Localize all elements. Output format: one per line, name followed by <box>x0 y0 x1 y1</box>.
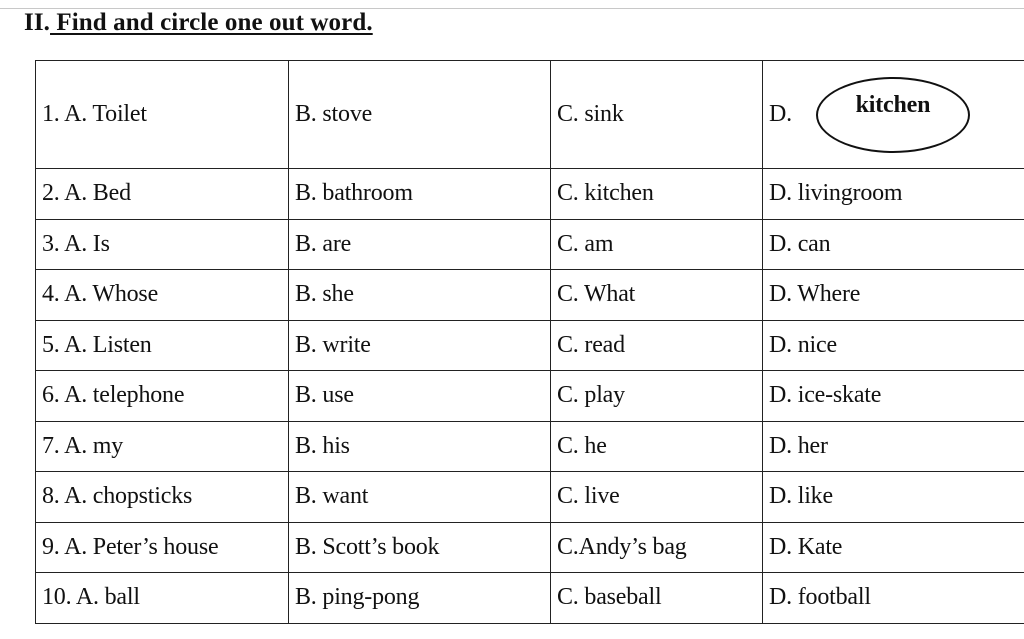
option-d-cell: D. football <box>763 573 1024 624</box>
option-b-cell: B. his <box>289 421 551 472</box>
table-row <box>36 169 1024 220</box>
circled-answer: kitchen <box>816 77 970 153</box>
table-row <box>36 522 1024 573</box>
table-row <box>36 421 1024 472</box>
option-c-cell: C. live <box>551 472 763 523</box>
heading-number: II. <box>24 9 51 36</box>
answer-table <box>35 60 1024 624</box>
option-a-cell: 7. A. my <box>36 421 289 472</box>
option-b-cell: B. write <box>289 320 551 371</box>
table-row <box>36 270 1024 321</box>
option-c-cell: C. read <box>551 320 763 371</box>
option-b-cell: B. Scott’s book <box>289 522 551 573</box>
exercise-heading <box>24 9 373 37</box>
option-c-cell: C. he <box>551 421 763 472</box>
option-c-cell: C.Andy’s bag <box>551 522 763 573</box>
option-d-cell: D. nice <box>763 320 1024 371</box>
table-row <box>36 371 1024 422</box>
table-row <box>36 472 1024 523</box>
option-d-cell: D. Kate <box>763 522 1024 573</box>
option-a-cell: 3. A. Is <box>36 219 289 270</box>
option-d-cell: D. livingroom <box>763 169 1024 220</box>
option-a-cell: 9. A. Peter’s house <box>36 522 289 573</box>
option-c-cell: C. play <box>551 371 763 422</box>
heading-text: Find and circle one out word. <box>50 9 373 36</box>
table-row <box>36 219 1024 270</box>
option-c-cell: C. baseball <box>551 573 763 624</box>
option-d-cell: D. Where <box>763 270 1024 321</box>
option-d-cell: D. like <box>763 472 1024 523</box>
option-a-cell: 5. A. Listen <box>36 320 289 371</box>
option-c-cell: C. am <box>551 219 763 270</box>
option-b-cell: B. she <box>289 270 551 321</box>
option-a-cell: 8. A. chopsticks <box>36 472 289 523</box>
option-c-cell: C. kitchen <box>551 169 763 220</box>
option-c-cell: C. What <box>551 270 763 321</box>
option-d-cell <box>763 61 1024 169</box>
option-a-cell: 10. A. ball <box>36 573 289 624</box>
table-row <box>36 320 1024 371</box>
option-b-cell: B. stove <box>289 61 551 169</box>
option-d-label: D. <box>769 101 792 127</box>
option-a-cell: 6. A. telephone <box>36 371 289 422</box>
option-b-cell: B. want <box>289 472 551 523</box>
option-b-cell: B. ping-pong <box>289 573 551 624</box>
option-b-cell: B. use <box>289 371 551 422</box>
option-d-cell: D. can <box>763 219 1024 270</box>
option-b-cell: B. are <box>289 219 551 270</box>
table-row <box>36 573 1024 624</box>
option-a-cell: 1. A. Toilet <box>36 61 289 169</box>
option-d-cell: D. ice-skate <box>763 371 1024 422</box>
option-c-cell: C. sink <box>551 61 763 169</box>
option-a-cell: 4. A. Whose <box>36 270 289 321</box>
option-a-cell: 2. A. Bed <box>36 169 289 220</box>
option-d-cell: D. her <box>763 421 1024 472</box>
option-b-cell: B. bathroom <box>289 169 551 220</box>
table-row <box>36 61 1024 169</box>
